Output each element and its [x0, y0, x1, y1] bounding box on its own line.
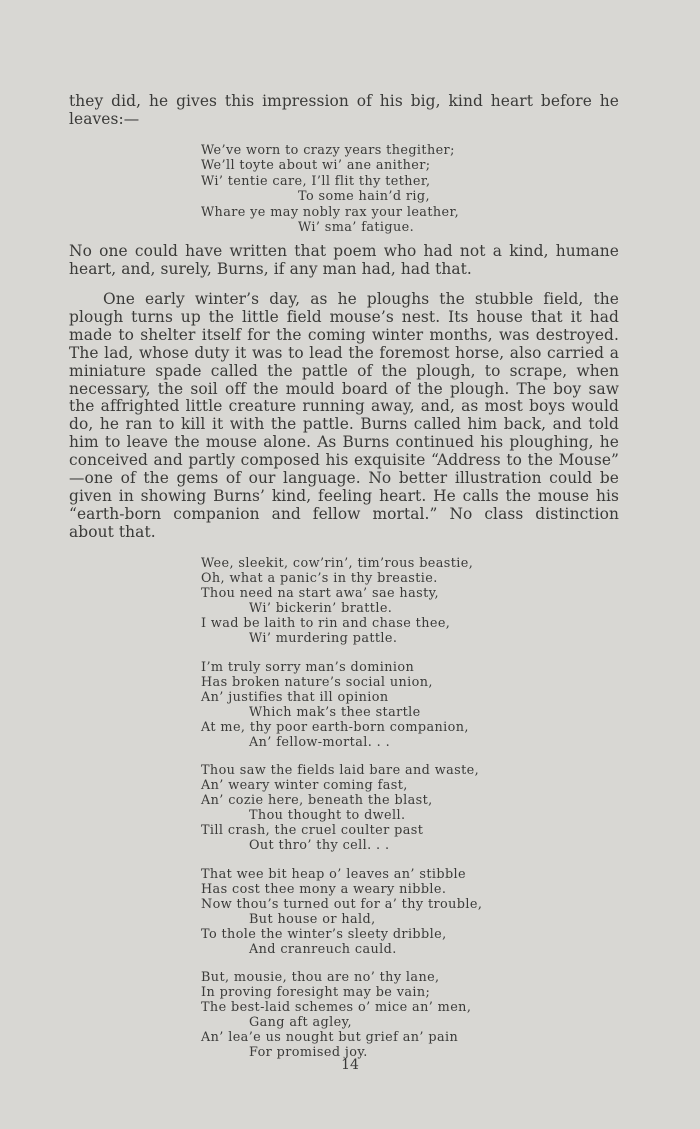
verse-line: Out thro’ thy cell. . . [249, 838, 390, 853]
verse-line: Wee, sleekit, cow’rin’, tim’rous beastie, [201, 556, 474, 571]
verse-line: I wad be laith to rin and chase thee, [201, 616, 451, 631]
paragraph-humane: No one could have written that poem who had not a kind, humane heart, and, surely, Burns, if any man had, had that. [69, 242, 619, 278]
verse-line: For promised joy. [249, 1045, 368, 1060]
verse-line: Now thou’s turned out for a’ thy trouble, [201, 896, 483, 912]
verse-line: Whare ye may nobly rax your leather, [201, 204, 460, 220]
verse-line: Thou thought to dwell. [249, 808, 406, 823]
verse-line: An’ cozie here, beneath the blast, [201, 793, 433, 808]
verse-line: Till crash, the cruel coulter past [201, 823, 424, 838]
verse-line: Thou saw the fields laid bare and waste, [201, 763, 480, 778]
stanza [201, 556, 482, 646]
verse-line: Gang aft agley, [249, 1015, 353, 1030]
verse-line: And cranreuch cauld. [249, 941, 397, 957]
verse-line: To some hain’d rig, [298, 189, 430, 205]
verse-line: Oh, what a panic’s in thy breastie. [201, 571, 438, 586]
paragraph-intro: they did, he gives this impression of his big, kind heart before he leaves:— [69, 92, 619, 128]
verse-line: Wi’ bickerin’ brattle. [249, 601, 393, 616]
stanza [201, 970, 482, 1060]
verse-line: But house or hald, [249, 911, 376, 927]
verse-line: Wi’ murdering pattle. [249, 631, 398, 646]
verse-line: The best-laid schemes o’ mice an’ men, [201, 1000, 472, 1015]
stanza [201, 660, 482, 750]
verse-line: An’ weary winter coming fast, [201, 778, 408, 793]
verse-line: Wi’ sma’ fatigue. [298, 220, 415, 236]
page-number: 14 [341, 1057, 359, 1073]
verse-line: An’ justifies that ill opinion [201, 689, 389, 705]
verse-line: Wi’ tentie care, I’ll flit thy tether, [201, 173, 431, 189]
stanza [201, 867, 482, 957]
verse-line: But, mousie, thou are no’ thy lane, [201, 970, 440, 985]
verse-line: Thou need na start awa’ sae hasty, [201, 586, 440, 601]
verse-line: At me, thy poor earth-born companion, [201, 719, 469, 735]
verse-line: Which mak’s thee startle [249, 704, 421, 720]
verse-line: Has broken nature’s social union, [201, 674, 433, 690]
verse-line: I’m truly sorry man’s dominion [201, 659, 415, 675]
paragraph-winter-day: One early winter’s day, as he ploughs the stubble field, the plough turns up the little field mouse’s nest. Its house that it had made to shelter itself for the coming winter months, was destroyed. The lad, whose duty it was to lead the foremost horse, also carried a miniature spade called the pattle of the plough, to scrape, when necessary, the soil off the mould board of the plough. The boy saw the affrighted little creature running away, and, as most boys would do, he ran to kill it with the pattle. Burns called him back, and told him to leave the mouse alone. As Burns continued his ploughing, he conceived and partly composed his exquisite “Address to the Mouse” —one of the gems of our language. No better illustration could be given in showing Burns’ kind, feeling heart. He calls the mouse his “earth-born companion and fellow mortal.” No class distinction about that. [69, 290, 619, 541]
verse-line: In proving foresight may be vain; [201, 985, 431, 1000]
verse-line: We’ve worn to crazy years thegither; [201, 143, 455, 158]
verse-line: Has cost thee mony a weary nibble. [201, 881, 447, 897]
verse-farewell [201, 143, 459, 235]
stanza [201, 763, 482, 853]
verse-line: To thole the winter’s sleety dribble, [201, 926, 447, 942]
verse-line: An’ fellow-mortal. . . [249, 734, 391, 750]
verse-line: That wee bit heap o’ leaves an’ stibble [201, 866, 467, 882]
verse-line: We’ll toyte about wi’ ane anither; [201, 158, 431, 174]
verse-line: An’ lea’e us nought but grief an’ pain [201, 1030, 459, 1045]
verse-address-to-mouse [201, 556, 482, 1074]
